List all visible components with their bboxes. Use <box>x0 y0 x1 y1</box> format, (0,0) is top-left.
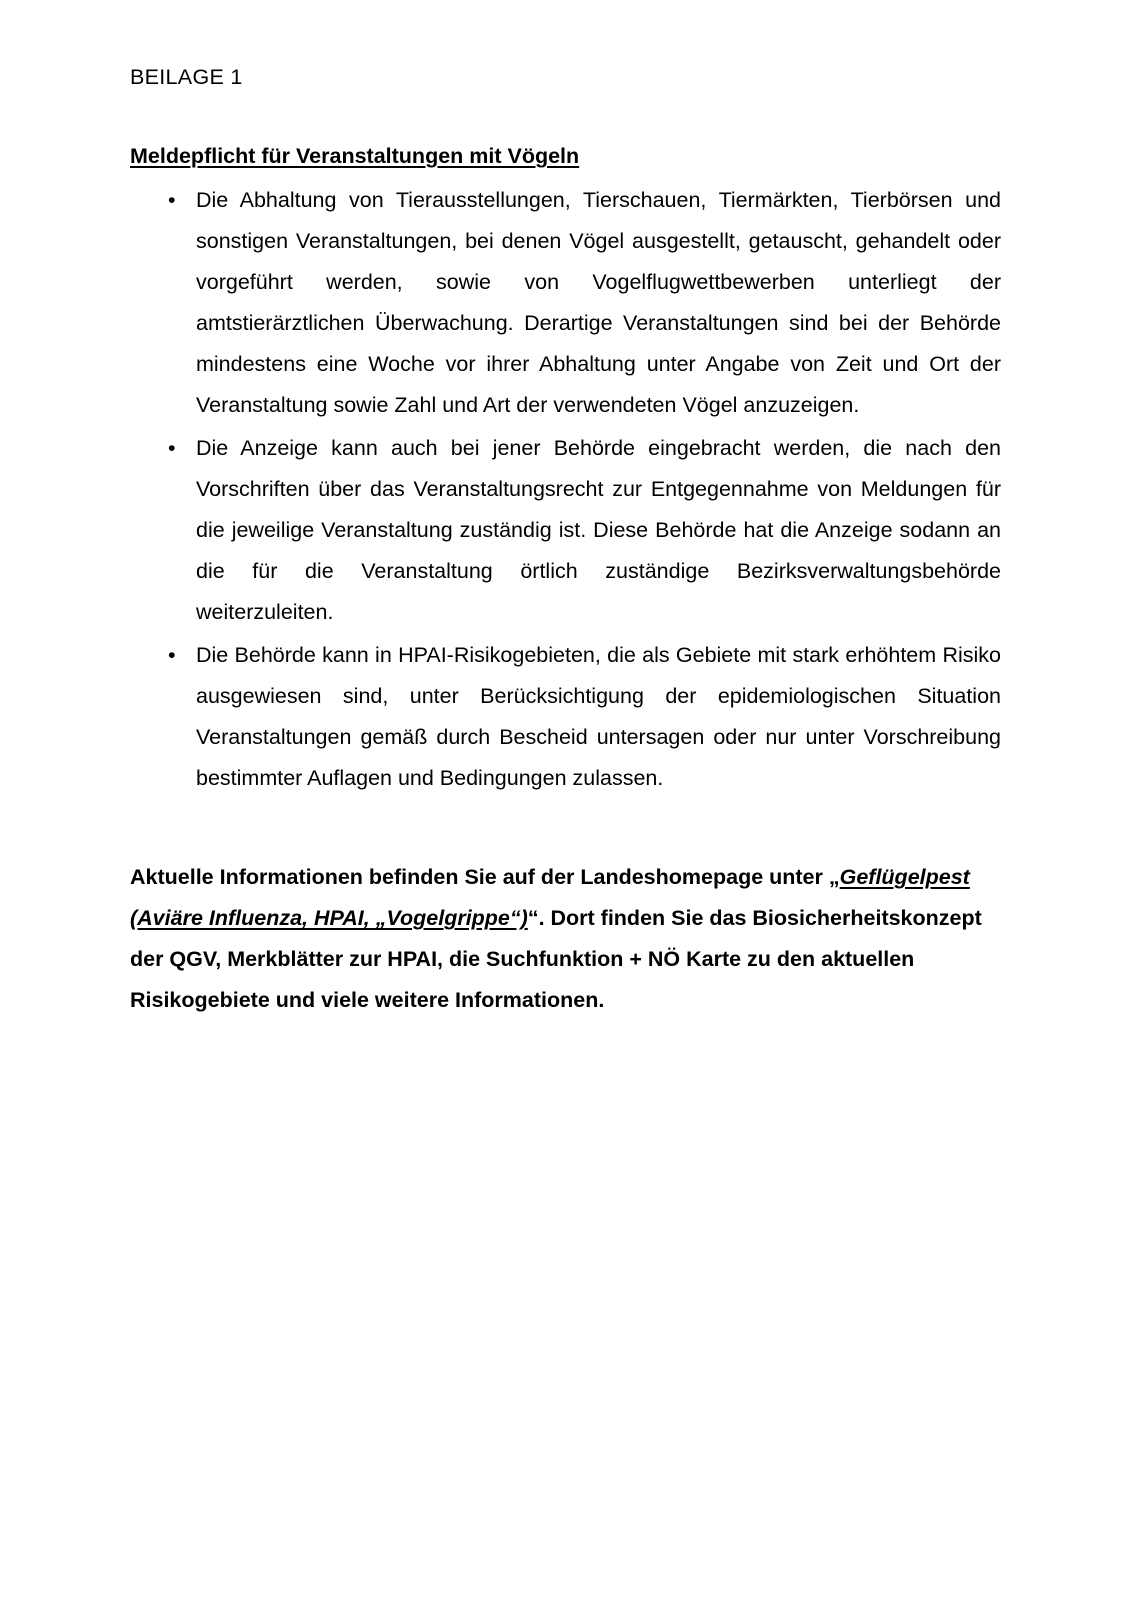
closing-text-before-link: Aktuelle Informationen befinden Sie auf der Landeshomepage unter „ <box>130 865 840 890</box>
list-item-text: Die Behörde kann in HPAI-Risikogebieten, die als Gebiete mit stark erhöhtem Risiko ausgewiesen sind, unter Berücksichtigung der epidemiologischen Situation Veranstaltungen gemäß durch Bescheid untersagen oder nur unter Vorschreibung bestimmter Auflagen und Bedingungen zulassen. <box>196 643 1001 791</box>
list-item <box>130 428 1001 633</box>
closing-paragraph <box>130 857 1001 1021</box>
bullet-icon: • <box>168 643 176 668</box>
page-title: BEILAGE 1 <box>130 65 243 89</box>
closing-text-after-link: “. Dort finden Sie das Biosicherheitskonzept der QGV, Merkblätter zur HPAI, die Suchfunktion + NÖ Karte zu den aktuellen Risikogebiete und viele weitere Informationen. <box>130 906 982 1013</box>
bullet-list <box>130 180 1001 799</box>
list-item <box>130 635 1001 799</box>
section-heading: Meldepflicht für Veranstaltungen mit Vögeln <box>130 143 580 168</box>
list-item-text: Die Abhaltung von Tierausstellungen, Tierschauen, Tiermärkten, Tierbörsen und sonstigen Veranstaltungen, bei denen Vögel ausgestellt, getauscht, gehandelt oder vorgeführt werden, sowie von Vogelflugwettbewerben unterliegt der amtstierärztlichen Überwachung. Derartige Veranstaltungen sind bei der Behörde mindestens eine Woche vor ihrer Abhaltung unter Angabe von Zeit und Ort der Veranstaltung sowie Zahl und Art der verwendeten Vögel anzuzeigen. <box>196 188 1001 418</box>
landeshomepage-link[interactable]: Geflügelpest (Aviäre Influenza, HPAI, „Vogelgrippe“) <box>130 865 970 931</box>
bullet-icon: • <box>168 188 176 213</box>
list-item <box>130 180 1001 426</box>
bullet-icon: • <box>168 436 176 461</box>
list-item-text: Die Anzeige kann auch bei jener Behörde eingebracht werden, die nach den Vorschriften über das Veranstaltungsrecht zur Entgegennahme von Meldungen für die jeweilige Veranstaltung zuständig ist. Diese Behörde hat die Anzeige sodann an die für die Veranstaltung örtlich zuständige Bezirksverwaltungsbehörde weiterzuleiten. <box>196 436 1001 625</box>
